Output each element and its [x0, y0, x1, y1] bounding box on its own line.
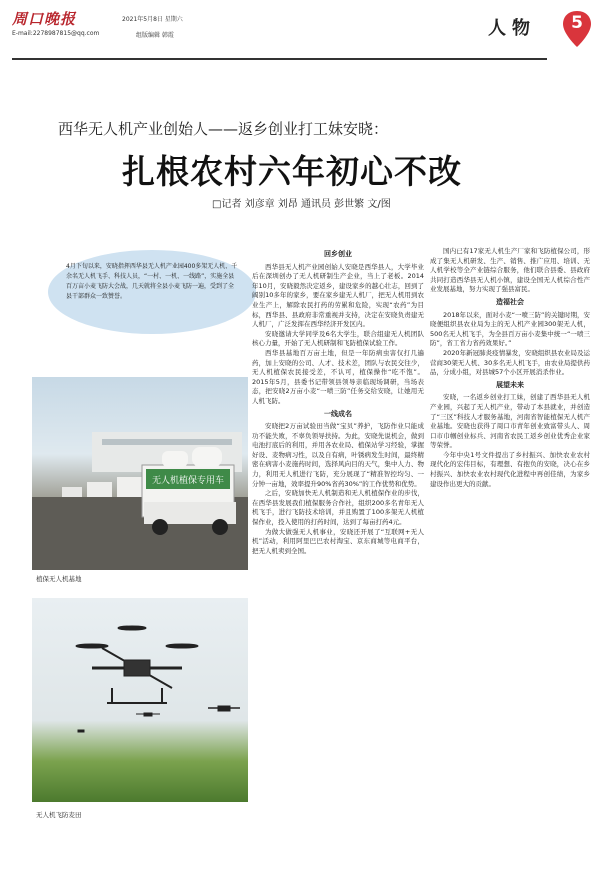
paper-email: E-mail:2278987815@qq.com [12, 30, 100, 37]
masthead-rule [12, 58, 547, 60]
trucks-photo [32, 377, 248, 570]
paragraph: 西华县无人机产业园创始人安晓是西华县人，大学毕业后在深圳创办了无人机研制生产企业，当上了老板。2014年10月，安晓毅然决定返乡，建设家乡的越心壮志，回到了阔别10多年的家乡，要在家乡建无人机厂，把无人机用到农业生产上，解除农民打药的劳累和危险，实现“农药”为目标，西华县、县政府非常重视并支持，决定在安晓负责建无人机厂，广泛发挥在西华经济开发区内。 [252, 262, 424, 329]
subhead-1: 回乡创业 [324, 250, 352, 258]
page-number: 5 [571, 13, 583, 33]
subhead-3: 造福社会 [496, 297, 524, 306]
paragraph: 今年中央1号文件提出了乡村振兴、加快农业农村现代化的宏伟目标，有理想、有抱负的安晓，决心在乡村振兴、加快农业农村现代化进程中再创佳绩，为家乡建设作出更大的贡献。 [430, 450, 590, 488]
summary-text: 4月下旬以来，安晓指挥西华县无人机产业园400多架无人机、千余名无人机飞手、科技人员，“一村、一机、一线路”，实施全县百万亩小麦飞防大会战，几天就将全县小麦飞防一遍，受到了全县干部群众一致赞誉。 [66, 263, 238, 300]
drones-photo [32, 598, 248, 802]
paragraph: 安晓，一名返乡创业打工妹，创建了西华县无人机产业园，兴起了无人机产业，带动了本县就业，并创造了“三区”科技人才服务基地，河南省智能植保无人机产业基地。安晓也获得了周口市青年创业致富带头人、周口市巾帼创业标兵、河南省农民工返乡创业优秀企业家等荣誉。 [430, 393, 590, 450]
truck-banner: 无人机植保专用车 [151, 476, 225, 486]
issue-date: 2021年5月8日 星期六 [122, 16, 183, 23]
page-badge [562, 10, 592, 48]
paragraph: 国内已有17家无人机生产厂家和飞防植保公司，形成了集无人机研发、生产、销售、推广应用、培训、无人机学校等全产业链综合服务，他们联合县委、县政府共同打造西华县无人机小镇，建设全国无人机综合性产业发展基地，努力实现了强县富民。 [430, 247, 590, 294]
article-headline: 扎根农村六年初心不改 [122, 152, 462, 191]
paragraph: 2020年新冠肺炎疫情暴发，安晓组织县农业局及运营商30架无人机、30多名无人机飞手，由农业局提供药品，分成小组，对县城57个小区开展消杀作业。 [430, 348, 590, 377]
article-column-2 [430, 247, 590, 847]
photo2-caption: 无人机飞防麦田 [36, 811, 82, 819]
paragraph: 为做大做强无人机事业，安晓还开展了“互联网+无人机”活动，利用阿里巴巴农村淘宝、京东商城等电商平台，把无人机卖到全国。 [252, 527, 424, 555]
subhead-2: 一线成名 [324, 409, 352, 418]
paper-logo: 周口晚报 [12, 10, 77, 28]
paragraph: 之后，安晓加快无人机制造和无人机植保作业的步伐，在西华县发展我们植保服务合作社，组织200多名青年无人机飞手，进行飞防技术培训，并且购置了100多架无人机植保作业，投入使用的打药时间，达到了每亩打药4元。 [252, 489, 424, 527]
subhead-4: 展望未来 [496, 380, 524, 389]
paragraph: 西华县基地百万亩土地，但是一年防病虫害仅打几遍药，加上安晓的公司、人才、技术差，团队与农民交往少，无人机植保农民接受差，不认可，植保操作“吃不饱”。2015年5月，县委书记带领县领导亲临现场调研，当场表态，把安晓2万亩小麦“一喷三防”任务交给安晓，让她用无人机飞防。 [252, 348, 424, 405]
photo1-caption: 植保无人机基地 [36, 575, 82, 583]
paragraph: 2018年以来，面对小麦“一喷三防”的关键时期，安晓便组织县农业局为主的无人机产业园300架无人机，500名无人机飞手，为全县百万亩小麦集中统一“一喷三防”，省工省力省药效果好。” [430, 310, 590, 348]
section-name: 人物 [488, 18, 536, 39]
paragraph: 安晓邀请大学同学及6名大学生，联合组建无人机团队核心力量，开始了无人机研制和飞防植保试验工作。 [252, 329, 424, 348]
article-byline: □记者 刘彦章 刘昂 通讯员 彭世繁 文/图 [212, 199, 391, 210]
paragraph: 安晓把2万亩试验田当做“宝贝”养护，飞防作业只能成功不能失败，不辜负领导扶持。为此，安晓先说机会，做到电池打底后的利用，并用各农业局、植保站学习经验，掌握好设、麦物病习性，以及自有病，叶锈病发生时间，最终精密在病害小麦施药时间，选择风向目的天气，集中人力、物力，利用无人机进行飞防，充分展现了“精准智控均匀、一分钟一亩地，效率提升90%省药30%”的工作优势和优势。 [252, 422, 424, 488]
editor-line: 组版编辑 韩霞 [136, 32, 174, 39]
article-column-1 [252, 247, 424, 847]
article-kicker: 西华无人机产业创始人——返乡创业打工妹安晓： [58, 120, 389, 138]
masthead [12, 8, 590, 60]
